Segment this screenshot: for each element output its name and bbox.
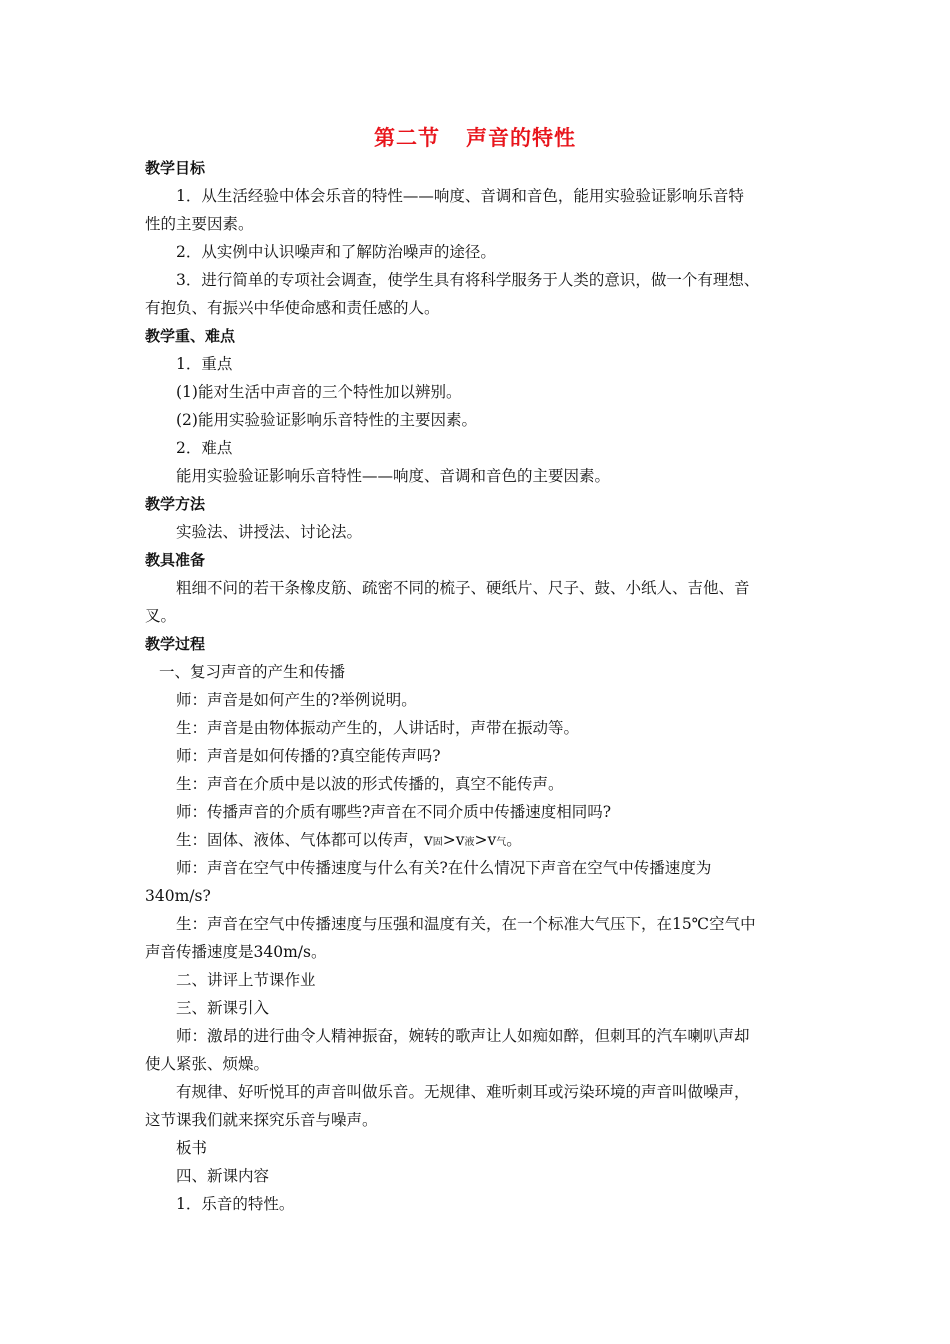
document-body — [145, 154, 810, 1218]
paragraph: 有抱负、有振兴中华使命感和责任感的人。 — [145, 299, 440, 317]
section-heading-goals: 教学目标 — [145, 159, 206, 177]
text-run: >v — [442, 831, 465, 849]
section-heading-tools: 教具准备 — [145, 551, 206, 569]
paragraph: 1．乐音的特性。 — [176, 1195, 295, 1213]
paragraph: 师：声音是如何传播的?真空能传声吗? — [176, 747, 441, 765]
section-heading-process: 教学过程 — [145, 635, 206, 653]
paragraph: 能用实验验证影响乐音特性——响度、音调和音色的主要因素。 — [176, 467, 611, 485]
paragraph: (2)能用实验验证影响乐音特性的主要因素。 — [176, 411, 477, 429]
paragraph: 生：声音是由物体振动产生的，人讲话时，声带在振动等。 — [176, 719, 580, 737]
subscript: 气 — [496, 837, 507, 848]
paragraph: 1．重点 — [176, 355, 233, 373]
paragraph — [145, 826, 810, 854]
paragraph: 一、复习声音的产生和传播 — [159, 663, 346, 681]
paragraph: 粗细不问的若干条橡皮筋、疏密不同的梳子、硬纸片、尺子、鼓、小纸人、吉他、音 — [176, 579, 750, 597]
text-run: 生：固体、液体、气体都可以传声，v — [176, 831, 433, 849]
paragraph: 四、新课内容 — [176, 1167, 270, 1185]
paragraph: 叉。 — [145, 607, 177, 625]
title-topic: 声音的特性 — [466, 126, 576, 150]
paragraph: 生：声音在介质中是以波的形式传播的，真空不能传声。 — [176, 775, 564, 793]
paragraph: 性的主要因素。 — [145, 215, 254, 233]
paragraph: 二、讲评上节课作业 — [176, 971, 316, 989]
paragraph: 声音传播速度是340m/s。 — [145, 943, 327, 961]
text-run: 。 — [506, 831, 522, 849]
section-heading-methods: 教学方法 — [145, 495, 206, 513]
paragraph: 2．难点 — [176, 439, 233, 457]
paragraph: 这节课我们就来探究乐音与噪声。 — [145, 1111, 378, 1129]
subscript: 固 — [432, 837, 443, 848]
title-section-number: 第二节 — [374, 126, 440, 150]
paragraph: (1)能对生活中声音的三个特性加以辨别。 — [176, 383, 462, 401]
section-heading-key-points: 教学重、难点 — [145, 327, 236, 345]
paragraph: 师：传播声音的介质有哪些?声音在不同介质中传播速度相同吗? — [176, 803, 612, 821]
paragraph: 生：声音在空气中传播速度与压强和温度有关，在一个标准大气压下，在15℃空气中 — [176, 915, 756, 933]
page-title — [0, 122, 950, 152]
paragraph: 实验法、讲授法、讨论法。 — [176, 523, 363, 541]
text-run: >v — [474, 831, 497, 849]
paragraph: 使人紧张、烦燥。 — [145, 1055, 270, 1073]
paragraph: 3．进行简单的专项社会调查，使学生具有将科学服务于人类的意识，做一个有理想、 — [176, 271, 760, 289]
paragraph: 师：声音在空气中传播速度与什么有关?在什么情况下声音在空气中传播速度为 — [176, 859, 712, 877]
paragraph: 340m/s? — [145, 887, 211, 905]
paragraph: 师：声音是如何产生的?举例说明。 — [176, 691, 417, 709]
paragraph: 有规律、好听悦耳的声音叫做乐音。无规律、难听刺耳或污染环境的声音叫做噪声， — [176, 1083, 750, 1101]
paragraph: 板书 — [176, 1139, 208, 1157]
paragraph: 三、新课引入 — [176, 999, 270, 1017]
paragraph: 师：激昂的进行曲令人精神振奋，婉转的歌声让人如痴如醉，但刺耳的汽车喇叭声却 — [176, 1027, 750, 1045]
subscript: 液 — [464, 837, 475, 848]
paragraph: 1．从生活经验中体会乐音的特性——响度、音调和音色，能用实验验证影响乐音特 — [176, 187, 744, 205]
paragraph: 2．从实例中认识噪声和了解防治噪声的途径。 — [176, 243, 496, 261]
